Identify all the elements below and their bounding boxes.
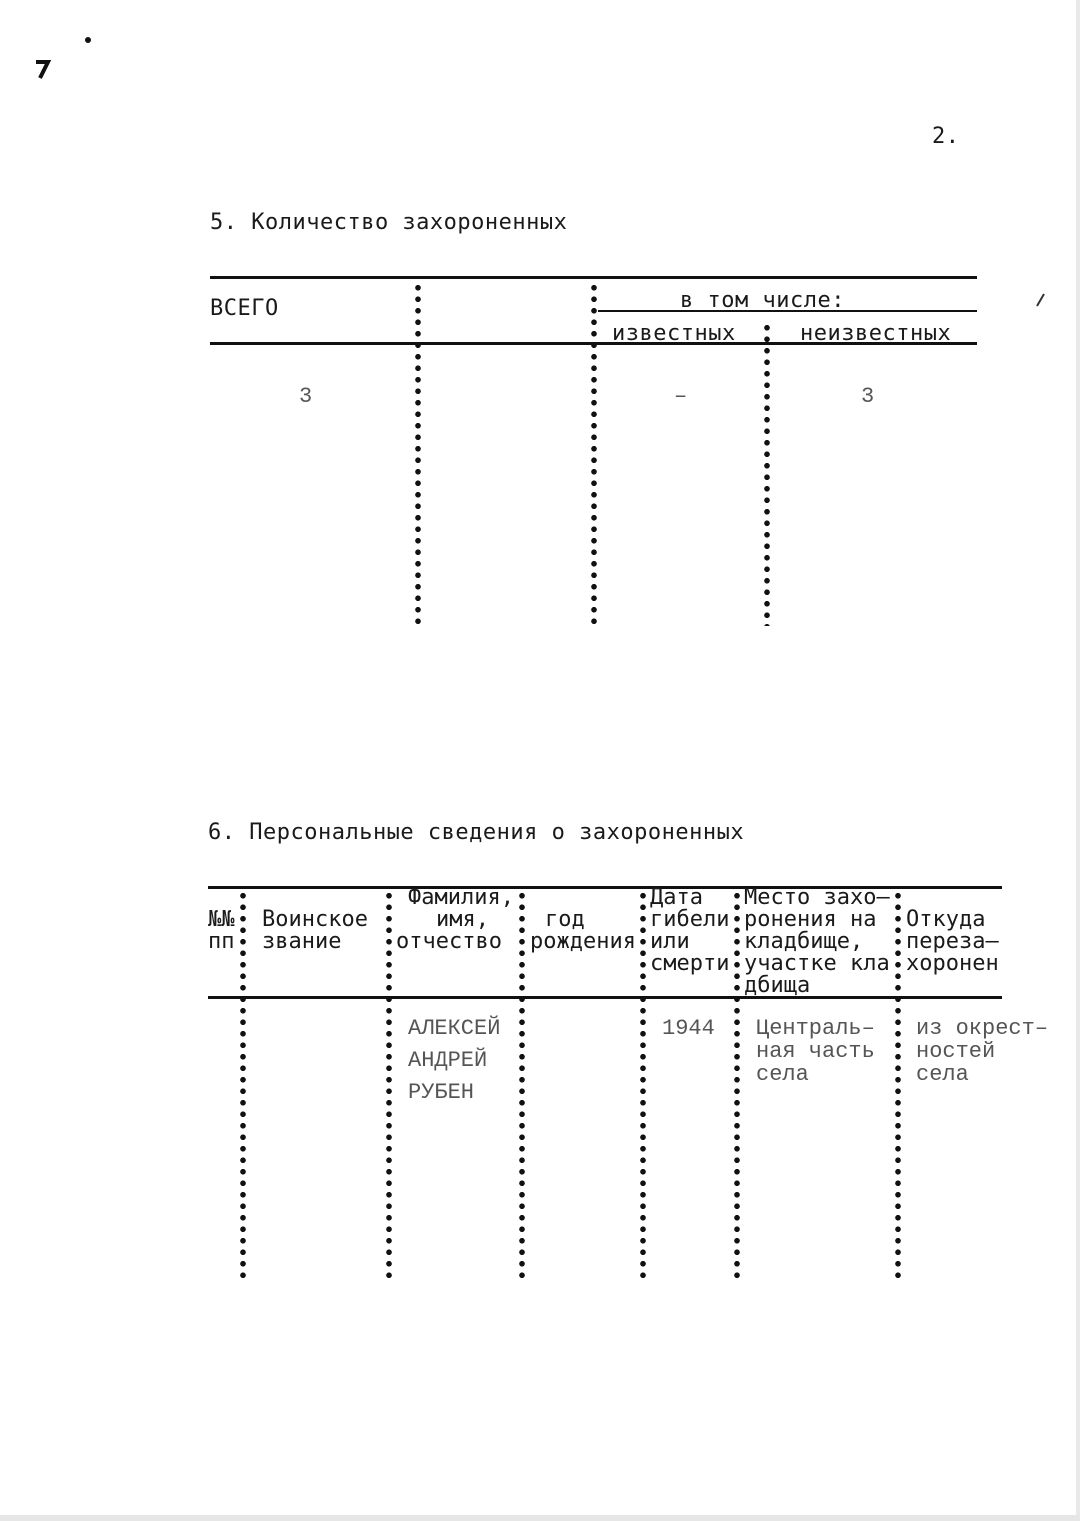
table6-header-rank-1: Воинское [262,907,368,932]
table6-header-rule [208,996,1002,999]
table6-header-name-1: Фамилия, [408,885,514,910]
table6-header-birth-2: рождения [530,929,636,954]
table6-header-place-4: участке кла [744,951,890,976]
buried-name: РУБЕН [408,1080,475,1105]
table6-header-place-5: дбища [744,973,811,998]
table5-column-separator [415,282,421,626]
table5-value-total: 3 [299,384,313,409]
page-number: 2. [932,124,960,149]
table6-header-place-1: Место захо– [744,885,890,910]
table6-header-place-3: кладбище, [744,929,864,954]
buried-name: АЛЕКСЕЙ [408,1016,501,1041]
table6-column-separator [519,890,525,1280]
table6-header-from-2: переза– [906,929,999,954]
table6-column-separator [734,890,740,1280]
reburied-from-line: ностей [916,1039,996,1064]
table6-column-separator [895,890,901,1280]
reburied-from-line: из окрест– [916,1016,1049,1041]
table6-header-birth-1: год [545,907,585,932]
scan-mark [1034,292,1048,308]
table5-column-separator [591,282,597,626]
table6-header-from-1: Откуда [906,907,986,932]
scan-edge [1076,0,1080,1521]
table5-top-rule [210,276,977,279]
table5-header-total: ВСЕГО [210,296,279,321]
table5-header-unknown: неизвестных [800,321,952,346]
table5-header-including: в том числе: [680,288,845,313]
table6-header-place-2: ронения на [744,907,877,932]
table6-column-separator [386,890,392,1280]
table5-value-unknown: 3 [861,384,875,409]
reburied-from-line: села [916,1062,969,1087]
scan-bottom-edge [0,1515,1080,1521]
section5-title: 5. Количество захороненных [210,210,568,235]
table6-header-from-3: хоронен [906,951,999,976]
burial-place-line: села [756,1062,809,1087]
table5-column-separator [764,322,770,626]
table6-header-num-2: пп [208,929,235,954]
burial-place-line: ная часть [756,1039,875,1064]
table6-header-death-3: или [650,929,690,954]
table6-header-name-2: имя, [436,907,489,932]
table6-column-separator [640,890,646,1280]
table6-header-death-2: гибели [650,907,730,932]
section6-title: 6. Персональные сведения о захороненных [208,820,745,845]
buried-name: АНДРЕЙ [408,1048,488,1073]
table6-header-num-1: №№ [208,907,235,932]
scan-mark [28,30,98,90]
table5-header-known: известных [612,321,736,346]
burial-place-line: Централь– [756,1016,875,1041]
table6-header-death-4: смерти [650,951,730,976]
death-year: 1944 [662,1016,715,1041]
table6-header-name-3: отчество [396,929,502,954]
table6-column-separator [240,890,246,1280]
table6-header-death-1: Дата [650,885,703,910]
table5-value-known: – [674,384,688,409]
table6-header-rank-2: звание [262,929,342,954]
